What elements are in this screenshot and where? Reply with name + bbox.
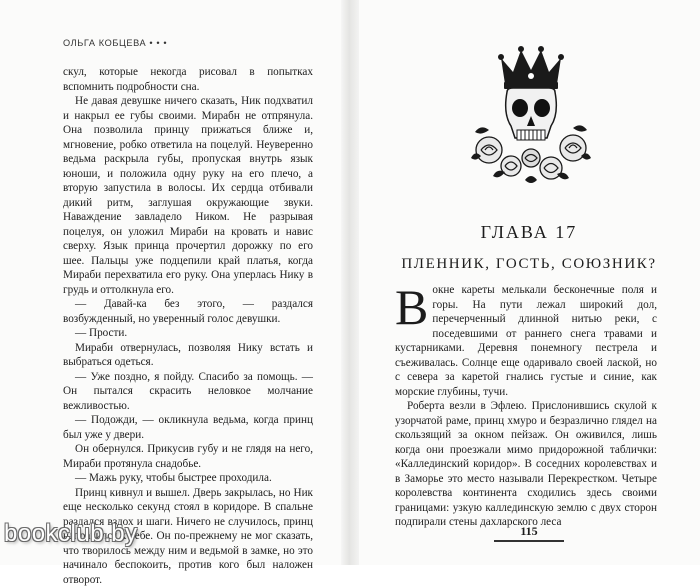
paragraph: — Подожди, — окликнула ведьма, когда принц был уже у двери. xyxy=(63,413,313,442)
running-head: ОЛЬГА КОБЦЕВА • • • xyxy=(63,38,167,48)
left-page-body xyxy=(63,65,313,587)
drop-cap: В xyxy=(395,287,428,327)
paragraph: — Прости. xyxy=(63,326,313,341)
paragraph: Мираби отвернулась, позволяя Нику встать и выбраться одеться. xyxy=(63,341,313,370)
right-page-body xyxy=(395,283,657,530)
paragraph: скул, которые некогда рисовал в попытках вспомнить подробности сна. xyxy=(63,65,313,94)
page-number: 115 xyxy=(358,524,700,539)
opening-paragraph-text: окне кареты мелькали бесконечные поля и горы. На пути лежал широкий дол, перечерченный длинной нитью реки, с поседевшими от раннего снега травами и кустарниками. Деревня понемногу пестрела и съеживалась. Солнце еще одаривало своей лаской, но с севера за каретой гнались густые и синие, как морские глубины, тучи. xyxy=(395,284,657,398)
paragraph: Не давая девушке ничего сказать, Ник подхватил и накрыл ее губы своими. Мирабн не отпрянула. Она позволила принцу прижаться ближе и, мгновение, робко ответила на поцелуй. Неуверенно ведьма раскрыла губы, пропуская внутрь язык юноши, и положила одну руку на его плечо, а вторую запустила в волосы. Их сердца отбивали дикий ритм, заглушая окружающие звуки. Наваждение завладело Ником. Не разрывая поцелуя, он уложил Мираби на кровать и навис сверху. Язык принца прочертил дорожку по его шее. Пальцы уже подцепили край платья, когда Мираби перехватила его руку. Она уперлась Нику в грудь и оттолкнула его. xyxy=(63,94,313,297)
folio-rule xyxy=(494,540,564,542)
paragraph: Роберта везли в Эфлею. Прислонившись скулой к узорчатой раме, принц хмуро и безразлично глядел на скользящий за окном пейзаж. Он оживился, лишь когда они проезжали мимо придорожной таблички: «Каллединский коридор». В соседних королевствах и в Заморье это место называли Перекрестком. Четыре королевства континента сходились здесь своими границами: узкую каллединскую землю с двух сторон подпирали стены дахларского леса xyxy=(395,399,657,530)
paragraph: Принц кивнул и вышел. Дверь закрылась, но Ник еще несколько секунд стоял в коридоре. В спальне раздался вздох и шаги. Ничего не случилось, принц направился к себе. Он по-прежнему не мог сказать, что творилось между ним и ведьмой в замке, но это начинало беспокоить, против кого был наложен отворот. xyxy=(63,486,313,587)
paragraph: Он обернулся. Прикусив губу и не глядя на него, Мираби протянула снадобье. xyxy=(63,442,313,471)
crowned-skull-illustration xyxy=(467,40,595,190)
chapter-number: ГЛАВА 17 xyxy=(358,222,700,243)
book-gutter xyxy=(341,0,359,565)
watermark: bookclub.by xyxy=(4,520,138,548)
rose-ornament xyxy=(476,135,586,179)
crown-icon xyxy=(498,46,564,89)
paragraph: — Уже поздно, я пойду. Спасибо за помощь. — Он пытался скрасить неловкое молчание вежливостью. xyxy=(63,370,313,414)
paragraph: — Давай-ка без этого, — раздался возбужденный, но уверенный голос девушки. xyxy=(63,297,313,326)
paragraph: — Мажь руку, чтобы быстрее проходила. xyxy=(63,471,313,486)
skull-icon xyxy=(506,88,557,140)
right-page xyxy=(358,0,700,565)
opening-paragraph xyxy=(395,283,657,399)
chapter-title: ПЛЕННИК, ГОСТЬ, СОЮЗНИК? xyxy=(358,256,700,273)
left-page xyxy=(0,0,345,565)
